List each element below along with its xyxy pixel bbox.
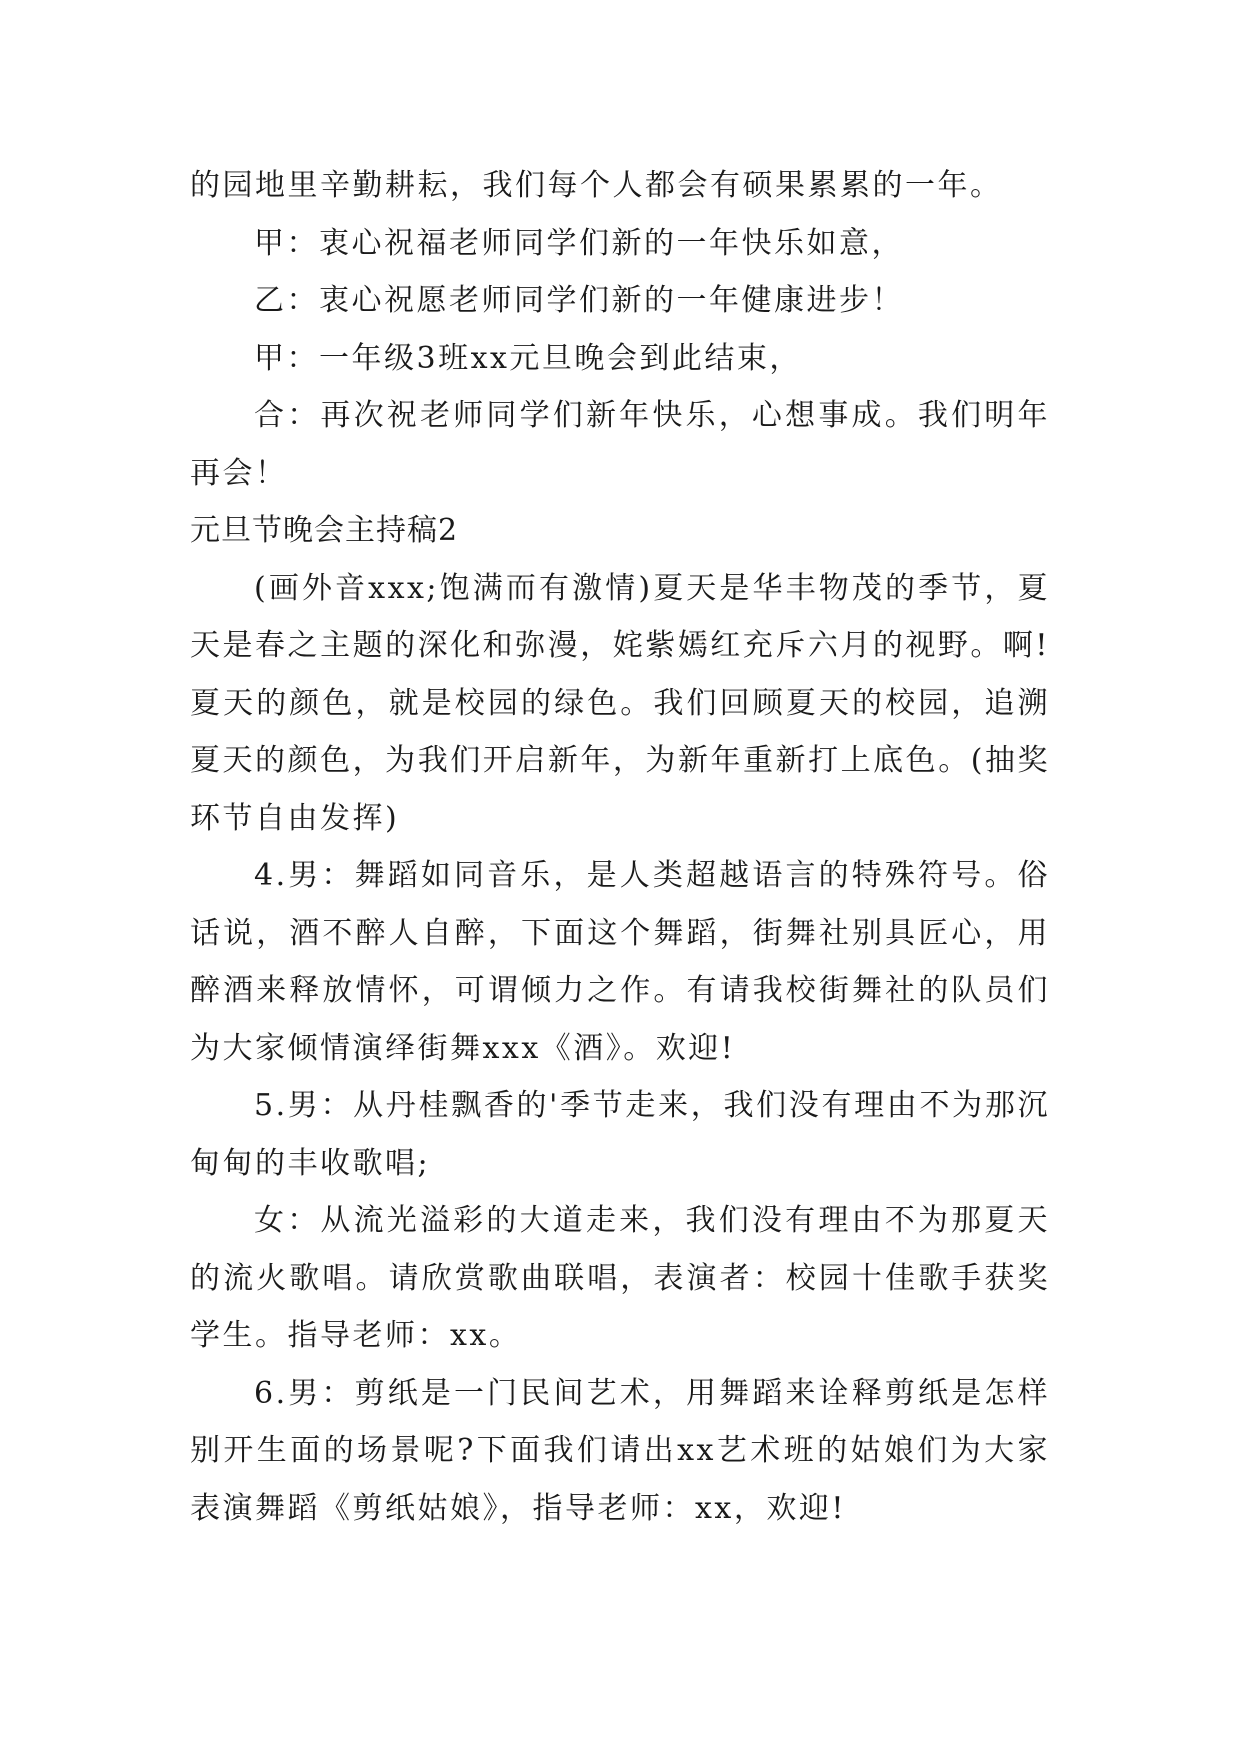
- paragraph-jia-ending: 甲：一年级3班xx元旦晚会到此结束，: [254, 340, 802, 376]
- paragraph-jia-blessing: 甲：衷心祝福老师同学们新的一年快乐如意，: [254, 225, 904, 261]
- paragraph-item-5-female: 女：从流光溢彩的大道走来，我们没有理由不为那夏天的流火歌唱。请欣赏歌曲联唱，表演者：校园十佳歌手获奖学生。指导老师：xx。: [190, 1203, 1050, 1353]
- paragraph-item-4: 4.男：舞蹈如同音乐，是人类超越语言的特殊符号。俗话说，酒不醉人自醉，下面这个舞蹈，街舞社别具匠心，用醉酒来释放情怀，可谓倾力之作。有请我校街舞社的队员们为大家倾情演绎街舞xxx《酒》。欢迎!: [190, 858, 1050, 1066]
- paragraph-closing-line: 的园地里辛勤耕耘，我们每个人都会有硕果累累的一年。: [190, 168, 1003, 203]
- section-title: 元旦节晚会主持稿2: [190, 513, 459, 548]
- paragraph-voiceover: (画外音xxx;饱满而有激情)夏天是华丰物茂的季节，夏天是春之主题的深化和弥漫，姹紫嫣红充斥六月的视野。啊!夏天的颜色，就是校园的绿色。我们回顾夏天的校园，追溯夏天的颜色，为我们开启新年，为新年重新打上底色。(抽奖环节自由发挥): [190, 570, 1050, 836]
- document-body: [190, 157, 1050, 1537]
- paragraph-yi-blessing: 乙：衷心祝愿老师同学们新的一年健康进步！: [254, 283, 904, 318]
- paragraph-he-farewell: 合：再次祝老师同学们新年快乐，心想事成。我们明年再会！: [190, 398, 1050, 491]
- paragraph-item-6: 6.男：剪纸是一门民间艺术，用舞蹈来诠释剪纸是怎样别开生面的场景呢?下面我们请出xx艺术班的姑娘们为大家表演舞蹈《剪纸姑娘》，指导老师：xx，欢迎!: [190, 1375, 1050, 1526]
- paragraph-item-5-male: 5.男：从丹桂飘香的'季节走来，我们没有理由不为那沉甸甸的丰收歌唱;: [190, 1088, 1050, 1181]
